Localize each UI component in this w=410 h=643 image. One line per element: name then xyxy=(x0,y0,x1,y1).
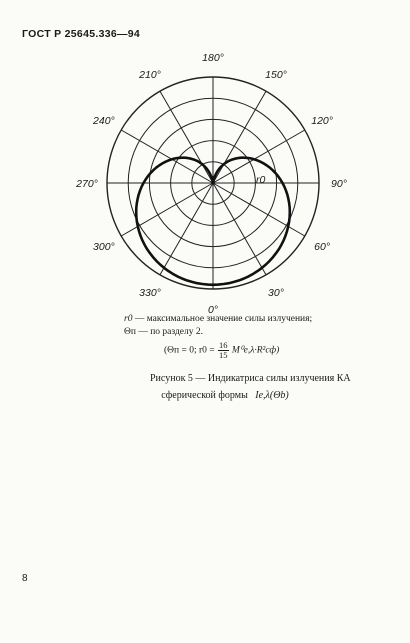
formula-prefix: (Θп = 0; r0 = xyxy=(164,345,215,356)
angle-label-0: 0° xyxy=(207,304,219,316)
legend-theta-symbol: Θп xyxy=(124,327,136,337)
legend-r0-text: — максимальное значение силы излучения; xyxy=(134,314,313,324)
angle-label-240: 240° xyxy=(93,115,115,127)
legend-theta-text: — по разделу 2. xyxy=(138,327,204,337)
page-number: 8 xyxy=(22,573,28,584)
legend-r0-symbol: r0 xyxy=(124,314,133,324)
radial-line-150 xyxy=(213,91,266,183)
angle-label-60: 60° xyxy=(314,241,331,253)
legend-theta xyxy=(124,326,364,339)
angle-label-150: 150° xyxy=(265,68,287,81)
formula-suffix: M⁰e,λ·R²сф) xyxy=(231,345,280,356)
document-code: ГОСТ Р 25645.336—94 xyxy=(22,28,141,40)
radius-label-r0: r0 xyxy=(256,174,266,186)
caption-line-2 xyxy=(150,387,300,404)
angle-label-330: 330° xyxy=(139,287,161,300)
radial-line-240 xyxy=(121,130,213,183)
angle-label-30: 30° xyxy=(268,287,284,300)
fraction-numerator: 16 xyxy=(219,340,228,350)
caption-line-2-text: сферической формы xyxy=(161,390,248,401)
angle-label-90: 90° xyxy=(331,178,347,190)
legend xyxy=(124,313,364,339)
caption-line-2-symbol: Ie,λ(Θb) xyxy=(255,390,289,401)
formula-fraction xyxy=(218,341,229,360)
angle-label-300: 300° xyxy=(93,241,115,253)
caption-line-1: Рисунок 5 — Индикатриса силы излучения КА xyxy=(150,373,351,384)
radial-line-330 xyxy=(160,183,213,275)
formula xyxy=(164,341,279,360)
radial-line-30 xyxy=(213,183,266,275)
angle-label-180: 180° xyxy=(202,52,224,64)
legend-r0 xyxy=(124,313,364,326)
angle-label-120: 120° xyxy=(311,115,333,127)
radial-line-210 xyxy=(160,91,213,183)
angle-label-270: 270° xyxy=(76,178,98,190)
figure-caption xyxy=(150,370,351,404)
fraction-denominator: 15 xyxy=(219,350,228,360)
angle-label-210: 210° xyxy=(139,68,161,81)
